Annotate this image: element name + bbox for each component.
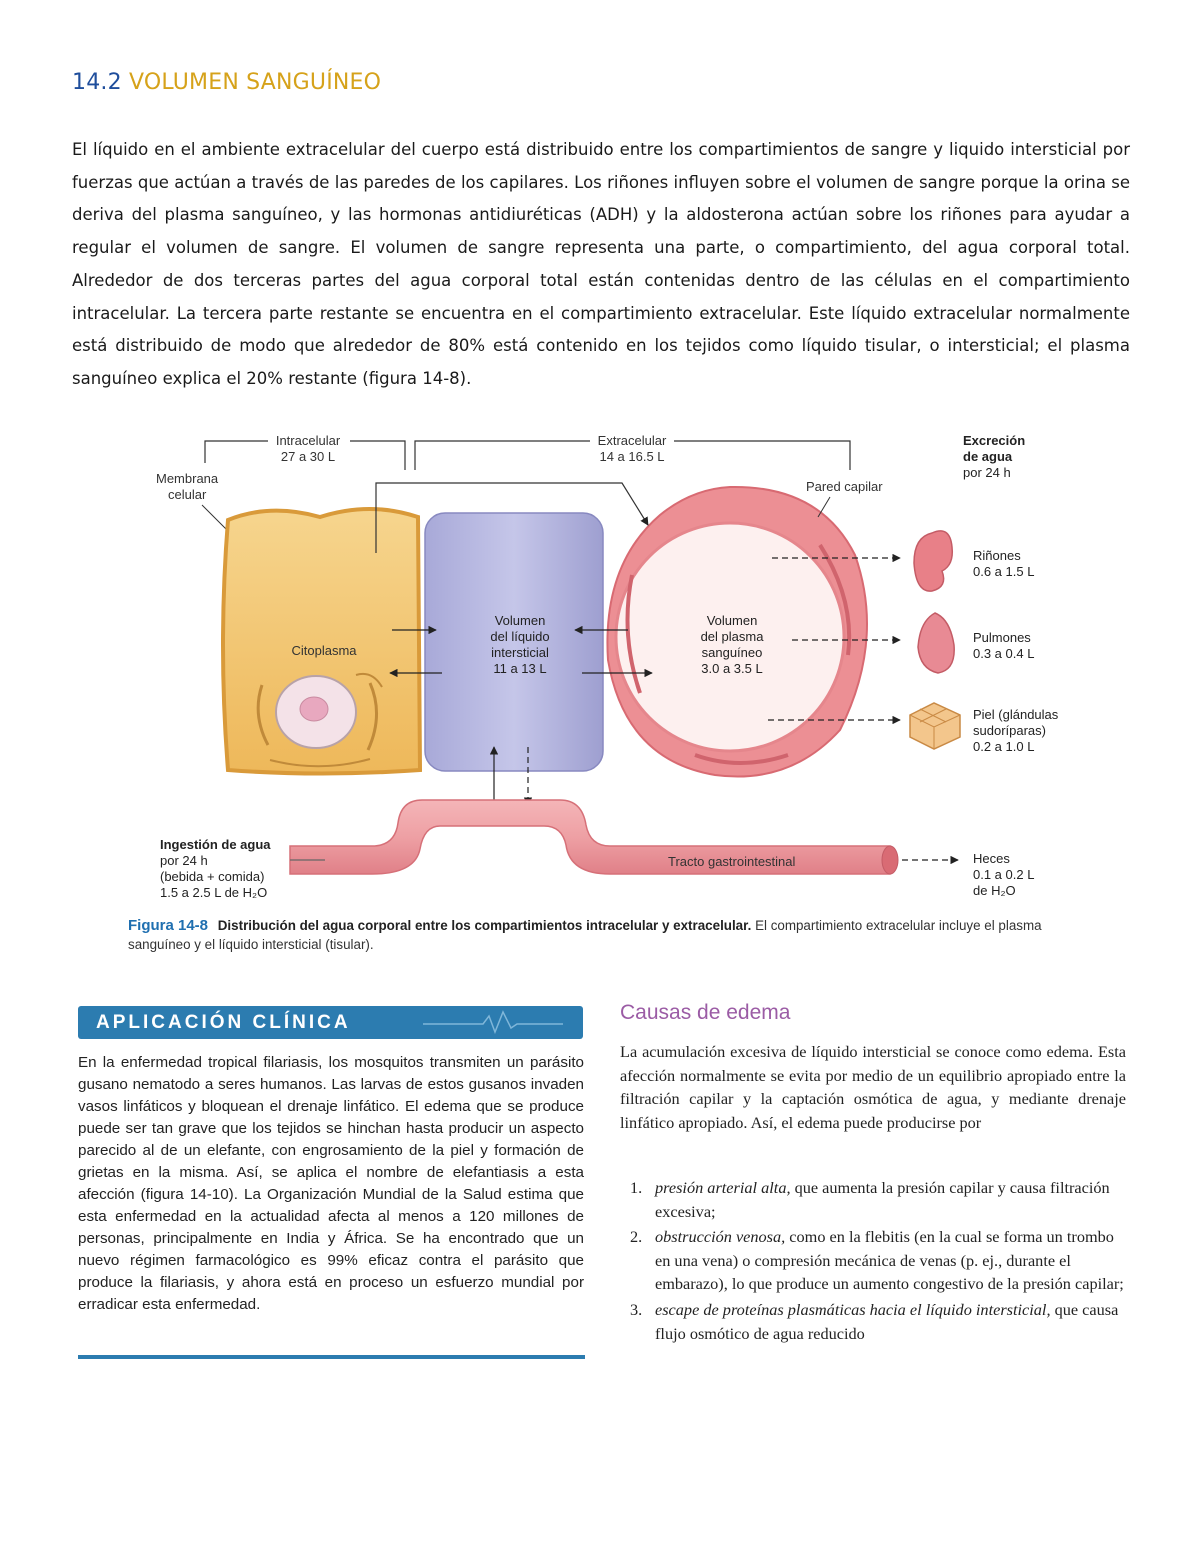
list-item-number: 3.	[630, 1299, 643, 1319]
intersticial-value: 11 a 13 L	[493, 661, 547, 676]
clinical-application-title: APLICACIÓN CLÍNICA	[96, 1012, 351, 1033]
list-item	[620, 1225, 1126, 1296]
plasma-label-1: Volumen	[706, 613, 758, 628]
ecg-icon	[423, 1010, 563, 1036]
plasma-label-3: sanguíneo	[701, 645, 763, 660]
section-number: 14.2	[72, 70, 122, 95]
clinical-divider	[78, 1355, 585, 1359]
intersticial-label-1: Volumen	[494, 613, 546, 628]
extracelular-value: 14 a 16.5 L	[599, 449, 665, 464]
causas-paragraph: La acumulación excesiva de líquido intersticial se conoce como edema. Esta afección normalmente se evita por medio de un equilibrio apropiado entre la filtración capilar y la captación osmótica de agua, y mediante drenaje linfático apropiado. Así, el edema puede producirse por	[620, 1042, 1126, 1132]
excrecion-label-3: por 24 h	[963, 465, 1011, 480]
piel-label-2: sudoríparas)	[973, 723, 1046, 738]
caption-text: El compartimiento extracelular incluye el plasma sanguíneo y el líquido intersticial (tisular).	[128, 918, 1042, 952]
pulmones-label: Pulmones	[973, 630, 1031, 645]
intersticial-label-2: del líquido	[490, 629, 550, 644]
tracto-label: Tracto gastrointestinal	[668, 854, 796, 869]
intro-paragraph: El líquido en el ambiente extracelular del cuerpo está distribuido entre los compartimientos de sangre y liquido intersticial por fuerzas que actúan a través de las paredes de los capilares. Los riñones influyen sobre el volumen de sangre porque la orina se deriva del plasma sanguíneo, y las hormonas antidiuréticas (ADH) y la aldosterona actúan sobre los riñones para ayudar a regular el volumen de sangre. El volumen de sangre representa una parte, o compartimiento, del agua corporal total. Alrededor de dos terceras partes del agua corporal total están contenidas dentro de las células en el compartimiento intracelular. La tercera parte restante se encuentra en el compartimiento extracelular. Este líquido extracelular normalmente está distribuido de modo que alrededor de 80% está contenido en los tejidos como líquido tisular, o intersticial; el plasma sanguíneo explica el 20% restante (figura 14-8).	[72, 140, 1130, 388]
list-item-text: que aumenta la presión capilar y causa filtración excesiva;	[655, 1178, 1110, 1221]
caption-label: Figura 14-8	[128, 917, 209, 934]
causas-title: Causas de edema	[620, 1001, 791, 1024]
plasma-label-2: del plasma	[700, 629, 764, 644]
ingestion-label-2: por 24 h	[160, 853, 208, 868]
section-heading	[72, 70, 381, 95]
list-item	[620, 1176, 1126, 1223]
nucleolus	[300, 697, 328, 721]
intracelular-value: 27 a 30 L	[280, 449, 336, 464]
citoplasma-label: Citoplasma	[291, 643, 357, 658]
pulmones-value: 0.3 a 0.4 L	[973, 646, 1035, 661]
rinones-value: 0.6 a 1.5 L	[973, 564, 1035, 579]
skin-icon	[910, 703, 960, 749]
section-title: VOLUMEN SANGUÍNEO	[129, 70, 382, 95]
list-item-text: como en la flebitis (en la cual se forma un trombo en una vena) o compresión mecánica de venas (p. ej., durante el embarazo), lo que produce un aumento congestivo de la presión capilar;	[655, 1227, 1124, 1294]
extracelular-label: Extracelular	[597, 433, 667, 448]
piel-value: 0.2 a 1.0 L	[973, 739, 1035, 754]
list-item-number: 1.	[630, 1178, 643, 1197]
excrecion-label-2: de agua	[963, 449, 1013, 464]
piel-label-1: Piel (glándulas	[973, 707, 1059, 722]
list-item	[620, 1298, 1126, 1345]
list-item-term: escape de proteínas plasmáticas hacia el líquido intersticial,	[655, 1299, 1051, 1319]
causas-list	[620, 1176, 1126, 1347]
heces-unit: de H₂O	[973, 883, 1016, 898]
list-item-term: obstrucción venosa,	[655, 1227, 786, 1247]
heces-value: 0.1 a 0.2 L	[973, 867, 1035, 882]
membrana-label-2: celular	[168, 487, 207, 502]
plasma-value: 3.0 a 3.5 L	[701, 661, 763, 676]
list-item-text: que causa flujo osmótico de agua reducido	[655, 1299, 1119, 1343]
ingestion-label-1: Ingestión de agua	[160, 837, 271, 852]
list-item-number: 2.	[630, 1227, 643, 1247]
kidney-icon	[914, 531, 952, 591]
rinones-label: Riñones	[973, 548, 1021, 563]
pared-capilar-label: Pared capilar	[806, 479, 883, 494]
intracelular-label: Intracelular	[275, 433, 341, 448]
heces-label: Heces	[973, 851, 1010, 866]
intersticial-label-3: intersticial	[491, 645, 549, 660]
ingestion-label-3: (bebida + comida)	[160, 869, 265, 884]
caption-title: Distribución del agua corporal entre los compartimientos intracelular y extracelular.	[217, 918, 752, 933]
list-item-term: presión arterial alta,	[655, 1178, 791, 1197]
membrana-label-1: Membrana	[156, 471, 219, 486]
figure-caption	[128, 916, 1098, 954]
body-water-figure	[120, 425, 1080, 915]
ingestion-value: 1.5 a 2.5 L de H₂O	[160, 885, 268, 900]
clinical-application-text: En la enfermedad tropical filariasis, los mosquitos transmiten un parásito gusano nematodo a seres humanos. Las larvas de estos gusanos invaden vasos linfáticos y bloquean el drenaje linfático. El edema que se produce puede ser tan grave que los tejidos se hinchan hasta producir un aspecto parecido al de un elefante, con engrosamiento de la piel y formación de grietas en la misma. Así, se aplica el nombre de elefantiasis a esta afección (figura 14-10). La Organización Mundial de la Salud estima que esta enfermedad en la actualidad afecta al menos a 120 millones de personas, principalmente en India y África. Se ha encontrado que un nuevo régimen farmacológico es 99% eficaz contra el parásito que produce la filariasis, y ahora está en proceso un esfuerzo mundial por erradicar esta enfermedad.	[78, 1054, 584, 1313]
excrecion-label-1: Excreción	[963, 433, 1026, 448]
gi-tract	[290, 800, 890, 874]
clinical-application-banner	[78, 1006, 583, 1039]
lungs-icon	[918, 613, 954, 673]
